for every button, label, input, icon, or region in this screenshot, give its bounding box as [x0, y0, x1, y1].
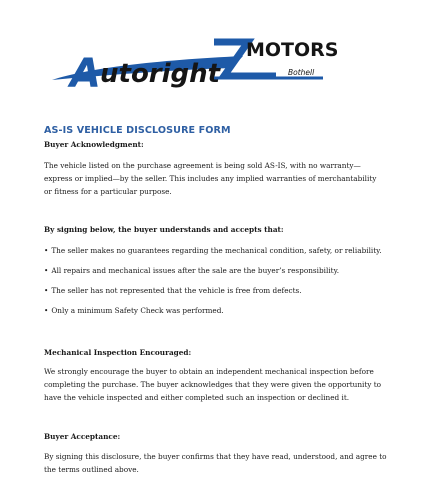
- text-line: completing the purchase. The buyer acknowledges that they were given the opportunity to: [44, 379, 382, 389]
- text-line: have the vehicle inspected and either completed such an inspection or declined it.: [44, 392, 350, 402]
- buyer-acknowledgment-text: [44, 160, 396, 198]
- text-line: By signing this disclosure, the buyer confirms that they have read, understood, and agree to: [44, 452, 387, 461]
- understands-heading: By signing below, the buyer understands and accepts that:: [44, 225, 284, 234]
- bullet-text: Only a minimum Safety Check was performed.: [51, 306, 224, 315]
- acceptance-text: [44, 451, 396, 477]
- logo-brand-text: utoright: [100, 59, 221, 89]
- bullet-text: The seller has not represented that the vehicle is free from defects.: [51, 286, 302, 295]
- bullet-dot-icon: •: [44, 246, 49, 255]
- logo-location-text: Bothell: [288, 68, 315, 77]
- inspection-text: [44, 366, 396, 404]
- bullet-text: All repairs and mechanical issues after the sale are the buyer’s responsibility.: [51, 266, 340, 275]
- text-line: We strongly encourage the buyer to obtain an independent mechanical inspection before: [44, 367, 374, 376]
- bullet-text: The seller makes no guarantees regarding the mechanical condition, safety, or reliability.: [51, 246, 382, 255]
- bullet-dot-icon: •: [44, 266, 49, 275]
- bullet-item: [44, 266, 339, 275]
- bullet-dot-icon: •: [44, 286, 49, 295]
- buyer-acknowledgment-heading: Buyer Acknowledgment:: [44, 140, 144, 149]
- acceptance-heading: Buyer Acceptance:: [44, 432, 121, 441]
- form-title: AS-IS VEHICLE DISCLOSURE FORM: [44, 125, 231, 136]
- text-line: The vehicle listed on the purchase agreement is being sold AS-IS, with no warranty—: [44, 161, 361, 170]
- bullet-item: [44, 286, 302, 295]
- autoright-logo-graphic: [48, 30, 358, 98]
- company-logo: [48, 30, 358, 98]
- inspection-heading: Mechanical Inspection Encouraged:: [44, 348, 192, 357]
- logo-letter-a: A: [70, 51, 101, 97]
- bullet-item: [44, 246, 382, 255]
- text-line: the terms outlined above.: [44, 464, 139, 474]
- bullet-item: [44, 306, 224, 315]
- text-line: express or implied—by the seller. This includes any implied warranties of merchantability: [44, 173, 377, 183]
- logo-motors-text: MOTORS: [246, 39, 339, 61]
- bullet-dot-icon: •: [44, 306, 49, 315]
- text-line: or fitness for a particular purpose.: [44, 186, 172, 196]
